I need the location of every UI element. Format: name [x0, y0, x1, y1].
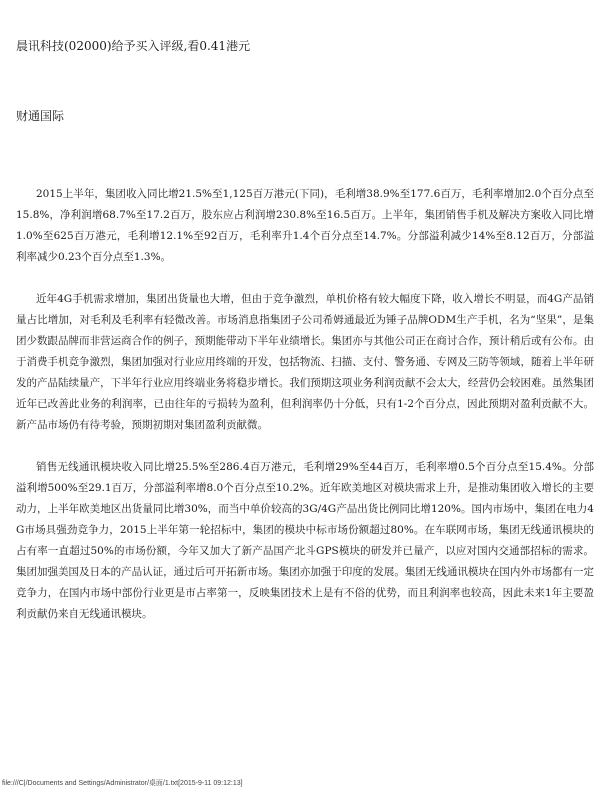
- article-title: 晨讯科技(02000)给予买入评级,看0.41港元: [16, 39, 251, 53]
- article-source: 财通国际: [16, 109, 65, 123]
- paragraph-handset-business: 近年4G手机需求增加，集团出货量也大增，但由于竞争激烈，单机价格有较大幅度下降，收入增长不明显，而4G产品销量占比增加，对毛利及毛利率有轻微改善。市场消息指集团子公司希姆通最近为锤子品牌ODM生产手机，名为“坚果”，是集团少数跟品牌而非营运商合作的例子，预期能带动下半年业绩增长。集团亦与其他公司正在商讨合作，预计稍后或有公布。由于消费手机竞争激烈，集团加强对行业应用终端的开发，包括物流、扫描、支付、警务通、专网及三防等领域，随着上半年研发的产品陆续量产，下半年行业应用终端业务将稳步增长。我们预期这项业务利润贡献不会太大，经营仍会较困难。虽然集团近年已改善此业务的利润率，已由往年的亏损转为盈利，但利润率仍十分低，只有1-2个百分点，因此预期对盈利贡献不大。新产品市场仍有待考验，预期初期对集团盈利贡献微。: [16, 293, 594, 431]
- paragraph-first-half-results: 2015上半年，集团收入同比增21.5%至1,125百万港元(下同)，毛利增38.9%至177.6百万，毛利率增加2.0个百分点至15.8%，净利润增68.7%至17.2百万，股东应占利润增230.8%至16.5百万。上半年，集团销售手机及解决方案收入同比增1.0%至625百万港元，毛利增12.1%至92百万，毛利率升1.4个百分点至14.7%。分部溢利减少14%至8.12百万，分部溢利率减少0.23个百分点至1.3%。: [16, 188, 595, 263]
- paragraph-wireless-module-business: 销售无线通讯模块收入同比增25.5%至286.4百万港元，毛利增29%至44百万，毛利率增0.5个百分点至15.4%。分部溢利增500%至29.1百万，分部溢利率增8.0个百分点至10.2%。近年欧美地区对模块需求上升，是推动集团收入增长的主要动力，上半年欧美地区出货量同比增30%，而当中单价较高的3G/4G产品出货比例同比增120%。国内市场中，集团在电力4G市场具强劲竞争力，2015上半年第一轮招标中，集团的模块中标市场份额超过80%。在车联网市场，集团无线通讯模块的占有率一直超过50%的市场份额，今年又加大了新产品国产北斗GPS模块的研发并已量产，以应对国内交通部招标的需求。集团加强美国及日本的产品认证，通过后可开拓新市场。集团亦加强于印度的发展。集团无线通讯模块在国内外市场都有一定竞争力，在国内市场中部份行业更是市占率第一，反映集团技术上是有不俗的优势，而且利润率也较高，因此未来1年主要盈利贡献仍来自无线通讯模块。: [16, 461, 594, 620]
- file-path-footer: file:///C|/Documents and Settings/Administrator/桌面/1.txt[2015-9-11 09:12:13]: [2, 780, 243, 787]
- article-body: [16, 184, 594, 646]
